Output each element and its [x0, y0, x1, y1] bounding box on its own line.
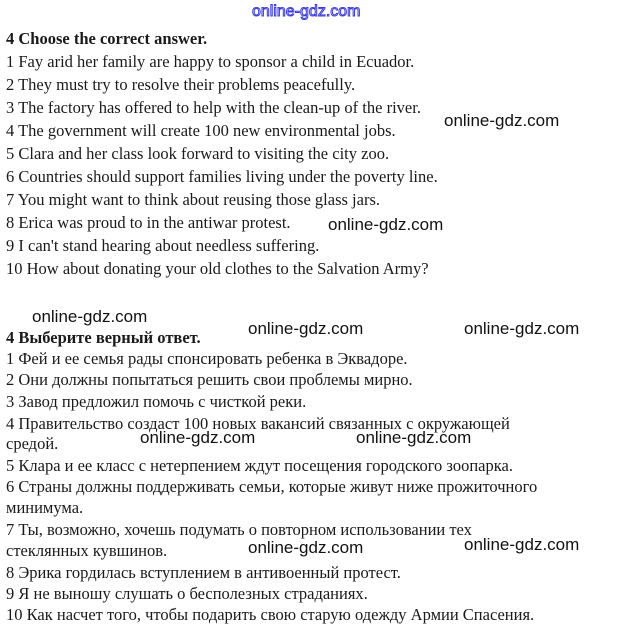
- russian-line-13: 10 Как насчет того, чтобы подарить свою старую одежду Армии Спасения.: [6, 605, 535, 624]
- russian-line-4: 4 Правительство создаст 100 новых вакансий связанных с окружающей: [6, 414, 510, 433]
- english-item-7: 7 You might want to think about reusing those glass jars.: [6, 190, 380, 209]
- russian-line-8: минимума.: [6, 498, 84, 517]
- watermark: online-gdz.com: [140, 428, 256, 447]
- english-item-3: 3 The factory has offered to help with the clean-up of the river.: [6, 98, 421, 117]
- watermark: online-gdz.com: [464, 535, 580, 554]
- english-item-9: 9 I can't stand hearing about needless suffering.: [6, 236, 320, 255]
- english-item-5: 5 Clara and her class look forward to visiting the city zoo.: [6, 144, 390, 163]
- watermark: online-gdz.com: [444, 111, 560, 130]
- english-heading: 4 Choose the correct answer.: [6, 29, 208, 48]
- watermark: online-gdz.com: [464, 319, 580, 338]
- russian-line-10: стеклянных кувшинов.: [6, 541, 168, 560]
- russian-line-11: 8 Эрика гордилась вступлением в антивоенный протест.: [6, 563, 401, 582]
- russian-line-5: средой.: [6, 434, 59, 453]
- english-item-4: 4 The government will create 100 new environmental jobs.: [6, 121, 396, 140]
- russian-line-2: 2 Они должны попытаться решить свои проблемы мирно.: [6, 370, 413, 389]
- watermark: online-gdz.com: [248, 538, 364, 557]
- english-item-2: 2 They must try to resolve their problems peacefully.: [6, 75, 356, 94]
- english-item-1: 1 Fay arid her family are happy to sponsor a child in Ecuador.: [6, 52, 415, 71]
- russian-heading: 4 Выберите верный ответ.: [6, 328, 201, 347]
- watermark: online-gdz.com: [32, 307, 148, 326]
- russian-line-3: 3 Завод предложил помочь с чисткой реки.: [6, 392, 307, 411]
- russian-line-9: 7 Ты, возможно, хочешь подумать о повторном использовании тех: [6, 520, 472, 539]
- watermark-top: online-gdz.com: [252, 3, 361, 20]
- watermark: online-gdz.com: [356, 428, 472, 447]
- russian-line-6: 5 Клара и ее класс с нетерпением ждут посещения городского зоопарка.: [6, 456, 513, 475]
- russian-line-7: 6 Страны должны поддерживать семьи, которые живут ниже прожиточного: [6, 477, 538, 496]
- russian-line-12: 9 Я не выношу слушать о бесполезных страданиях.: [6, 584, 368, 603]
- english-item-6: 6 Countries should support families living under the poverty line.: [6, 167, 438, 186]
- english-item-8: 8 Erica was proud to in the antiwar protest.: [6, 213, 291, 232]
- watermark: online-gdz.com: [328, 215, 444, 234]
- watermark: online-gdz.com: [248, 319, 364, 338]
- english-item-10: 10 How about donating your old clothes to the Salvation Army?: [6, 259, 429, 278]
- russian-line-1: 1 Фей и ее семья рады спонсировать ребенка в Эквадоре.: [6, 349, 408, 368]
